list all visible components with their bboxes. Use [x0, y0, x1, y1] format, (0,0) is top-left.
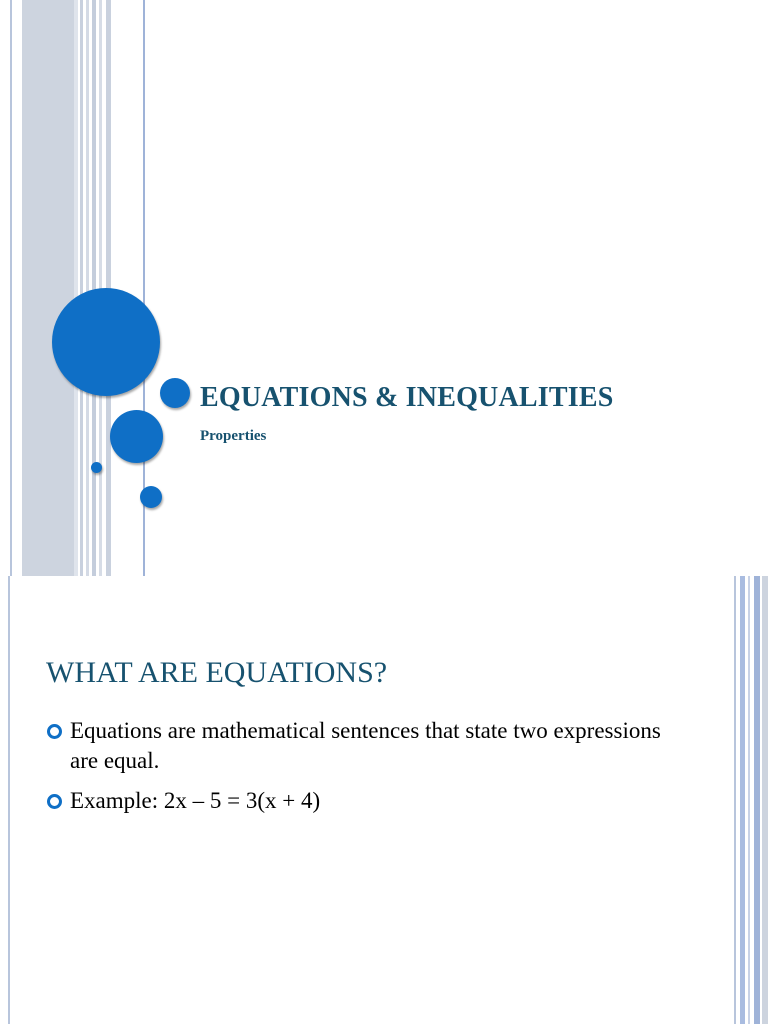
tiny-circle-decoration: [91, 462, 102, 473]
small-circle-decoration: [160, 378, 190, 408]
ring-bullet-icon: [47, 794, 62, 809]
large-circle-decoration: [52, 288, 160, 396]
slide-heading: WHAT ARE EQUATIONS?: [46, 656, 388, 689]
decorative-line: [8, 576, 10, 1024]
list-item: [46, 786, 666, 816]
slide-title: EQUATIONS & INEQUALITIES: [200, 382, 614, 413]
list-item: [46, 716, 666, 776]
decorative-stripe: [74, 0, 78, 576]
decorative-stripe: [10, 0, 12, 576]
decorative-stripe: [86, 0, 89, 576]
medium-circle-decoration: [110, 410, 163, 463]
bullet-list: [46, 716, 666, 826]
decorative-line: [748, 576, 750, 1024]
decorative-line: [762, 576, 768, 1024]
decorative-line: [754, 576, 760, 1024]
decorative-stripe: [80, 0, 83, 576]
slide-subtitle: Properties: [200, 428, 267, 444]
decorative-stripe: [22, 0, 74, 576]
bullet-text: Equations are mathematical sentences that state two expressions are equal.: [70, 718, 661, 773]
bullet-text: Example: 2x – 5 = 3(x + 4): [70, 788, 321, 813]
small-circle-decoration: [140, 486, 162, 508]
decorative-line: [740, 576, 745, 1024]
decorative-line: [734, 576, 736, 1024]
ring-bullet-icon: [47, 724, 62, 739]
content-slide: [0, 576, 768, 1024]
